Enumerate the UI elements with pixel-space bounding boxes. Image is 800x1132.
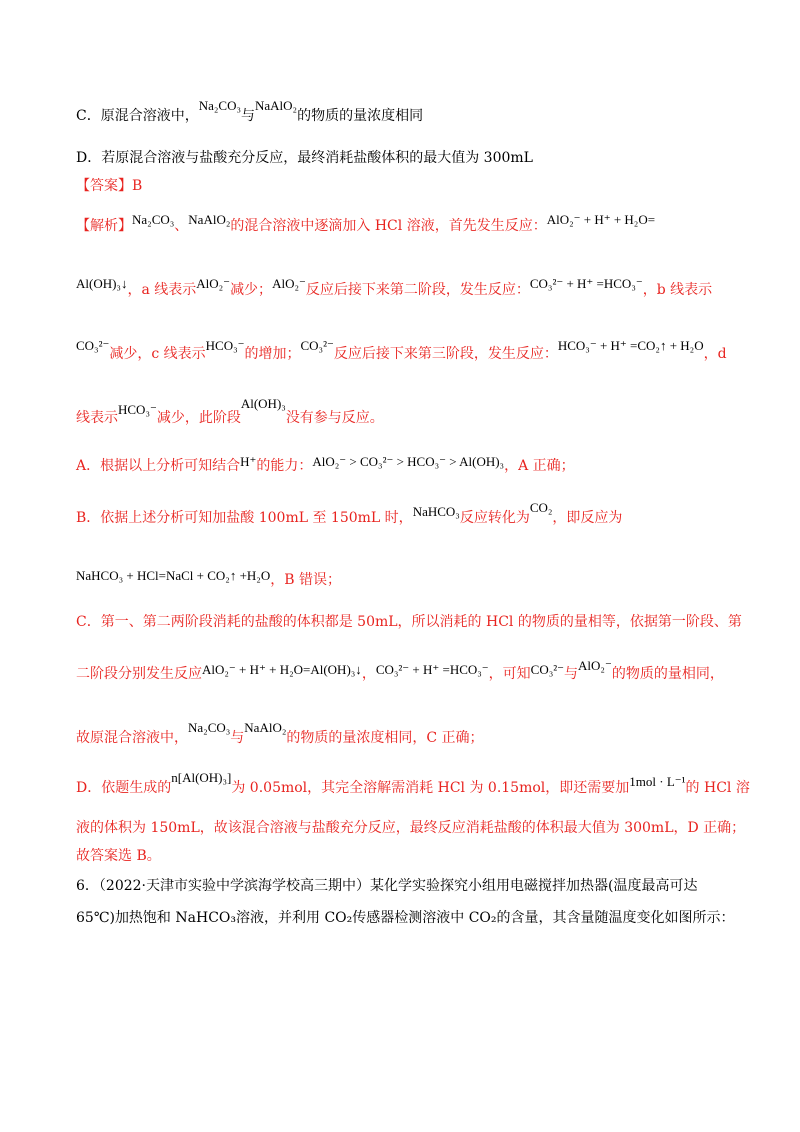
equation-co3-h: CO₃²⁻ + H⁺ =HCO₃⁻	[529, 276, 643, 291]
analysis-text: ，可知	[488, 666, 531, 682]
analysis-line-1	[76, 212, 656, 236]
separator: ，	[361, 666, 376, 682]
analysis-text: A．根据以上分析可知结合	[76, 458, 241, 474]
analysis-text: 的能力：	[256, 458, 313, 474]
option-b-analysis	[76, 500, 623, 528]
equation-co3-h: CO₃²⁻ + H⁺ =HCO₃⁻	[375, 662, 489, 677]
formula-aloh3: Al(OH)₃	[240, 396, 286, 411]
analysis-text: 反应后接下来第二阶段，发生反应：	[305, 282, 530, 298]
analysis-text: ，a 线表示	[127, 282, 197, 298]
formula-na2co3: Na₂CO₃	[188, 720, 231, 735]
equation-nahco3-hcl: NaHCO₃ + HCl=NaCl + CO₂↑ +H₂O	[76, 568, 271, 583]
analysis-text: 的混合溶液中逐滴加入 HCl 溶液，首先发生反应：	[230, 218, 547, 234]
equation-alo2-aloh3: AlO₂⁻ + H⁺ + H₂O=Al(OH)₃↓	[202, 662, 362, 677]
final-answer: 故答案选 B。	[76, 848, 161, 864]
option-c	[76, 98, 424, 126]
analysis-text: ，A 正确；	[504, 458, 575, 474]
analysis-text: 为 0.05mol，其完全溶解需消耗 HCl 为 0.15mol，即还需要加	[231, 780, 630, 796]
formula-co2: CO₂	[529, 500, 553, 515]
analysis-label: 【解析】	[76, 218, 132, 234]
analysis-text: ，即反应为	[552, 510, 623, 526]
analysis-text: 减少，此阶段	[156, 410, 241, 426]
analysis-line-4	[76, 396, 384, 428]
analysis-text: ，B 错误；	[270, 572, 341, 588]
option-d: D．若原混合溶液与盐酸充分反应，最终消耗盐酸体积的最大值为 300mL	[76, 150, 533, 166]
formula-hco3: HCO₃⁻	[205, 338, 245, 353]
analysis-text: 的增加；	[244, 346, 301, 362]
formula-na2co3: Na₂CO₃	[198, 98, 242, 113]
analysis-line-3	[76, 338, 727, 364]
question-6-line-1: 6．（2022·天津市实验中学滨海学校高三期中）某化学实验探究小组用电磁搅拌加热器(温度最高可达	[76, 878, 698, 894]
analysis-text: 减少，c 线表示	[109, 346, 206, 362]
option-c-mid: 与	[241, 108, 256, 124]
option-c-analysis-3	[76, 720, 484, 748]
analysis-text: ，b 线表示	[642, 282, 713, 298]
formula-co3: CO₃²⁻	[76, 338, 110, 353]
option-d-analysis-2: 液的体积为 150mL，故该混合溶液与盐酸充分反应，最终反应消耗盐酸的体积最大值为 300mL，D 正确；	[76, 820, 746, 836]
equation-aloh3: Al(OH)₃↓	[76, 276, 128, 291]
formula-concentration: 1mol · L⁻¹	[629, 774, 686, 789]
formula-n-aloh3: n[Al(OH)₃]	[171, 770, 232, 785]
formula-alo2: AlO₂⁻	[578, 658, 612, 673]
equation-alo2-h: AlO₂⁻ + H⁺ + H₂O=	[546, 212, 656, 227]
option-c-analysis-1: C．第一、第二两阶段消耗的盐酸的体积都是 50mL，所以消耗的 HCl 的物质的量相等，依据第一阶段、第	[76, 614, 742, 630]
formula-co3: CO₃²⁻	[300, 338, 334, 353]
formula-h-plus: H⁺	[240, 454, 257, 469]
analysis-text: 的 HCl 溶	[685, 780, 750, 796]
option-c-prefix: C．原混合溶液中，	[76, 108, 199, 124]
option-c-analysis-2	[76, 658, 724, 684]
analysis-text: 反应后接下来第三阶段，发生反应：	[333, 346, 558, 362]
analysis-line-2	[76, 276, 713, 300]
analysis-text: ，d	[703, 346, 727, 362]
analysis-text: B．依据上述分析可知加盐酸 100mL 至 150mL 时，	[76, 510, 413, 526]
formula-na2co3: Na₂CO₃	[132, 212, 175, 227]
formula-nahco3: NaHCO₃	[412, 504, 460, 519]
analysis-text: 线表示	[76, 410, 118, 426]
analysis-text: 与	[230, 730, 245, 746]
formula-naalo2: NaAlO₂	[244, 720, 287, 735]
formula-alo2: AlO₂⁻	[272, 276, 306, 291]
equation-binding-order: AlO₂⁻ > CO₃²⁻ > HCO₃⁻ > Al(OH)₃	[312, 454, 505, 469]
analysis-text: D．依题生成的	[76, 780, 172, 796]
formula-naalo2: NaAlO₂	[188, 212, 231, 227]
equation-hco3-h: HCO₃⁻ + H⁺ =CO₂↑ + H₂O	[557, 338, 704, 353]
formula-alo2: AlO₂⁻	[196, 276, 231, 291]
question-6-line-2: 65℃)加热饱和 NaHCO₃溶液，并利用 CO₂传感器检测溶液中 CO₂的含量，其含量随温度变化如图所示：	[76, 910, 735, 926]
analysis-text: 减少；	[230, 282, 273, 298]
analysis-text: 与	[564, 666, 579, 682]
option-d-analysis-1	[76, 770, 750, 798]
analysis-text: 二阶段分别发生反应	[76, 666, 202, 682]
option-c-suffix: 的物质的量浓度相同	[297, 108, 424, 124]
separator: 、	[174, 218, 189, 234]
analysis-text: 故原混合溶液中，	[76, 730, 188, 746]
formula-hco3: HCO₃⁻	[118, 402, 157, 417]
analysis-text: 没有参与反应。	[285, 410, 384, 426]
formula-co3: CO₃²⁻	[530, 662, 565, 677]
option-b-equation	[76, 570, 341, 590]
formula-naalo2: NaAlO₂	[255, 98, 298, 113]
analysis-text: 的物质的量相同，	[611, 666, 724, 682]
analysis-text: 的物质的量浓度相同，C 正确；	[286, 730, 484, 746]
option-a-analysis	[76, 456, 575, 476]
answer-label: 【答案】B	[76, 178, 143, 194]
analysis-text: 反应转化为	[459, 510, 530, 526]
